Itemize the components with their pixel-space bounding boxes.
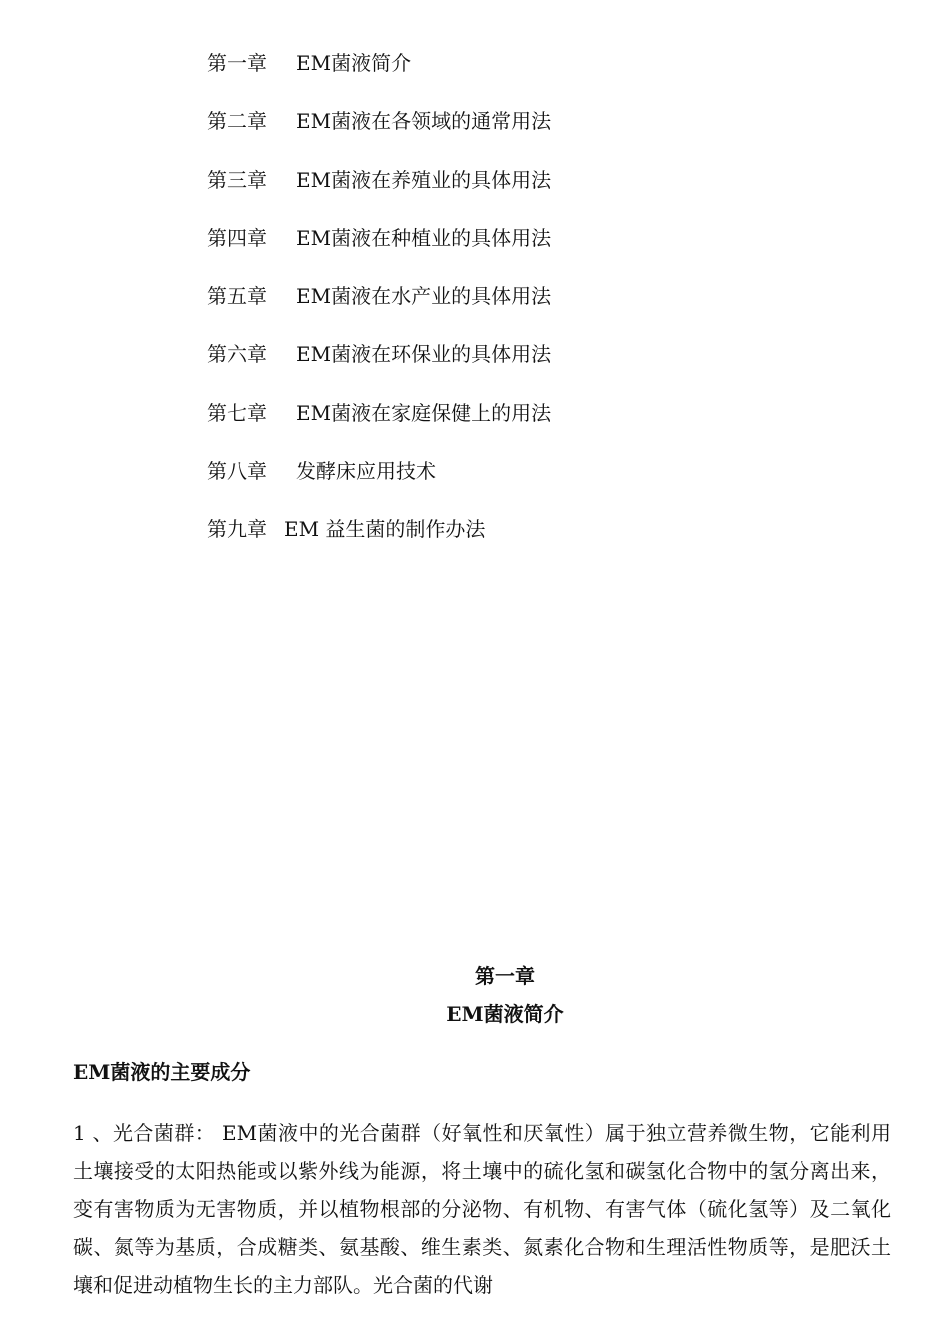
toc-chapter-number: 第一章	[207, 51, 267, 75]
toc-chapter-title: EM菌液在各领域的通常用法	[296, 109, 552, 134]
toc-chapter-title: EM菌液在养殖业的具体用法	[296, 167, 552, 192]
toc-chapter-number: 第八章	[207, 459, 267, 484]
toc-chapter-title: EM 益生菌的制作办法	[284, 517, 486, 542]
toc-chapter-title: EM菌液在水产业的具体用法	[296, 284, 552, 309]
toc-chapter-title: EM菌液在种植业的具体用法	[296, 225, 552, 250]
section-title: EM菌液的主要成分	[73, 1060, 251, 1084]
chapter-title-heading: EM菌液简介	[446, 1002, 564, 1026]
toc-chapter-number: 第三章	[207, 167, 267, 192]
toc-chapter-number: 第七章	[207, 400, 267, 425]
toc-item	[207, 104, 551, 162]
toc-chapter-title: EM菌液简介	[296, 51, 412, 75]
toc-chapter-title: EM菌液在环保业的具体用法	[296, 342, 552, 367]
toc-item	[207, 337, 551, 395]
table-of-contents	[207, 46, 551, 571]
toc-chapter-number: 第六章	[207, 342, 267, 367]
toc-item	[207, 279, 551, 337]
toc-item	[207, 512, 551, 570]
toc-chapter-number: 第九章	[207, 517, 267, 542]
toc-item	[207, 46, 551, 104]
chapter-number-heading: 第一章	[475, 964, 535, 988]
toc-chapter-number: 第四章	[207, 225, 267, 250]
toc-chapter-title: 发酵床应用技术	[296, 459, 436, 484]
toc-chapter-number: 第五章	[207, 284, 267, 309]
toc-item	[207, 454, 551, 512]
toc-chapter-number: 第二章	[207, 109, 267, 134]
toc-item	[207, 221, 551, 279]
toc-item	[207, 396, 551, 454]
body-paragraph: 1 、光合菌群： EM菌液中的光合菌群（好氧性和厌氧性）属于独立营养微生物，它能利用土壤接受的太阳热能或以紫外线为能源，将土壤中的硫化氢和碳氢化合物中的氢分离出来，变有害物质为无害物质，并以植物根部的分泌物、有机物、有害气体（硫化氢等）及二氧化碳、氮等为基质，合成糖类、氨基酸、维生素类、氮素化合物和生理活性物质等，是肥沃土壤和促进动植物生长的主力部队。光合菌的代谢	[73, 1121, 891, 1297]
toc-item	[207, 163, 551, 221]
toc-chapter-title: EM菌液在家庭保健上的用法	[296, 400, 552, 425]
